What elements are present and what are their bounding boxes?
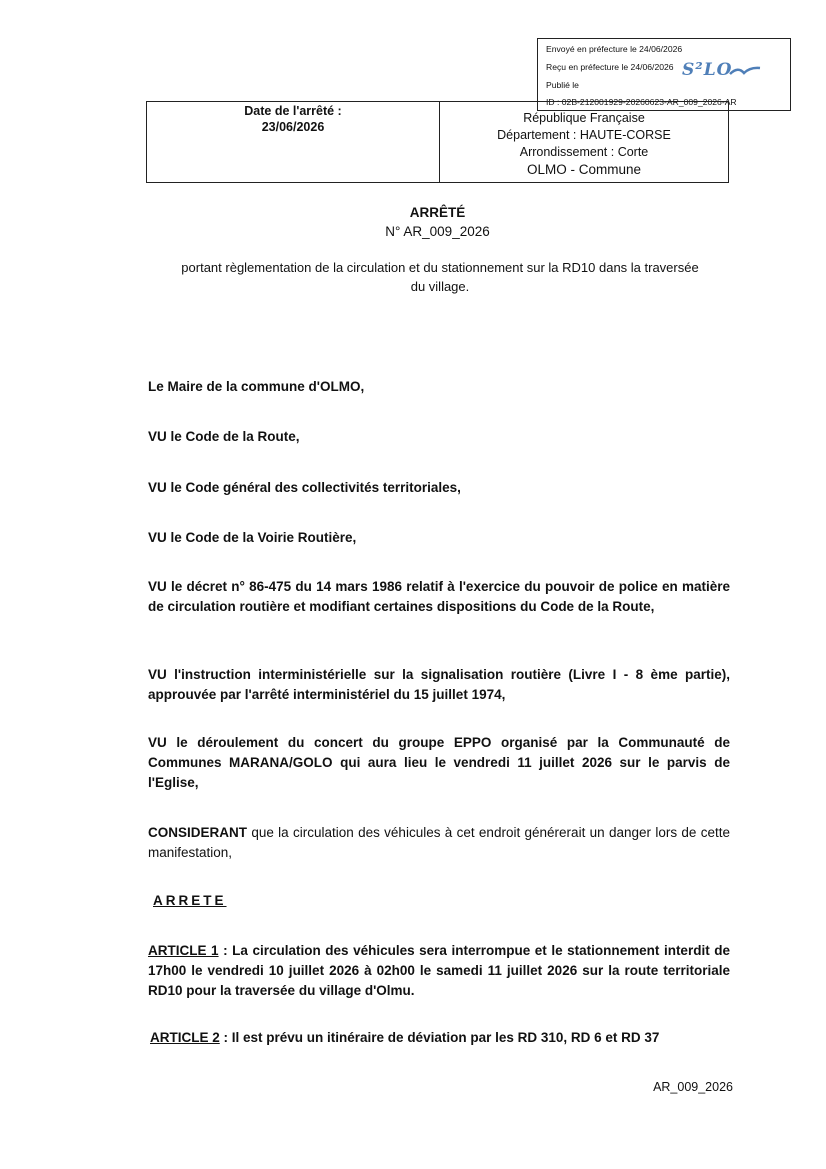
slo-logo: S²LO xyxy=(682,60,762,80)
stamp-published-line: Publié le xyxy=(546,80,579,90)
article-1 xyxy=(148,941,730,1001)
commune-label: OLMO - Commune xyxy=(526,162,642,177)
administrative-info-cell xyxy=(440,110,728,178)
arrete-heading: ARRETE xyxy=(153,893,227,908)
stamp-received-line: Reçu en préfecture le 24/06/2026 xyxy=(546,62,674,72)
stamp-id-line: ID : 02B-212001929-20260623-AR_009_2026-AR xyxy=(546,97,737,107)
decree-subject xyxy=(140,258,740,296)
vu-instruction: VU l'instruction interministérielle sur la signalisation routière (Livre I - 8 ème partie), approuvée par l'arrêté interministériel du 15 juillet 1974, xyxy=(148,667,730,702)
subject-line-2: du village. xyxy=(410,279,470,294)
stamp-sent-line: Envoyé en préfecture le 24/06/2026 xyxy=(546,44,683,54)
decree-date-value: 23/06/2026 xyxy=(261,120,325,134)
footer-reference: AR_009_2026 xyxy=(653,1080,733,1094)
arrondissement-label: Arrondissement : Corte xyxy=(519,145,649,159)
subject-line-1: portant règlementation de la circulation et du stationnement sur la RD10 dans la traversée xyxy=(181,260,699,275)
article-2 xyxy=(150,1028,732,1048)
article-2-label: ARTICLE 2 xyxy=(150,1030,220,1045)
article-1-label: ARTICLE 1 xyxy=(148,943,219,958)
article-1-text: : La circulation des véhicules sera interrompue et le stationnement interdit de 17h00 le vendredi 10 juillet 2026 à 02h00 le samedi 11 juillet 2026 sur la route territoriale RD10 pour la traversée du village d'Olmu. xyxy=(148,943,730,998)
mayor-paragraph: Le Maire de la commune d'OLMO, xyxy=(148,379,365,394)
vu-code-route: VU le Code de la Route, xyxy=(148,429,300,444)
vu-code-collectivites: VU le Code général des collectivités territoriales, xyxy=(148,480,461,495)
decree-number: N° AR_009_2026 xyxy=(385,224,490,239)
considerant-text: que la circulation des véhicules à cet endroit générerait un danger lors de cette manifestation, xyxy=(148,825,730,860)
article-2-text: : Il est prévu un itinéraire de déviation par les RD 310, RD 6 et RD 37 xyxy=(219,1030,660,1045)
republic-label: République Française xyxy=(523,111,645,125)
vu-code-voirie: VU le Code de la Voirie Routière, xyxy=(148,530,357,545)
decree-date-label: Date de l'arrêté : xyxy=(244,104,342,118)
document-title: ARRÊTÉ xyxy=(409,205,466,220)
vu-decret: VU le décret n° 86-475 du 14 mars 1986 relatif à l'exercice du pouvoir de police en matière de circulation routière et modifiant certaines dispositions du Code de la Route, xyxy=(148,579,730,614)
department-label: Département : HAUTE-CORSE xyxy=(497,128,671,142)
considerant-label: CONSIDERANT xyxy=(148,825,248,840)
decree-date-cell xyxy=(147,103,439,135)
vu-concert: VU le déroulement du concert du groupe EPPO organisé par la Communauté de Communes MARANA/GOLO qui aura lieu le vendredi 11 juillet 2026 sur le parvis de l'Eglise, xyxy=(148,735,730,790)
considerant-paragraph xyxy=(148,823,730,863)
